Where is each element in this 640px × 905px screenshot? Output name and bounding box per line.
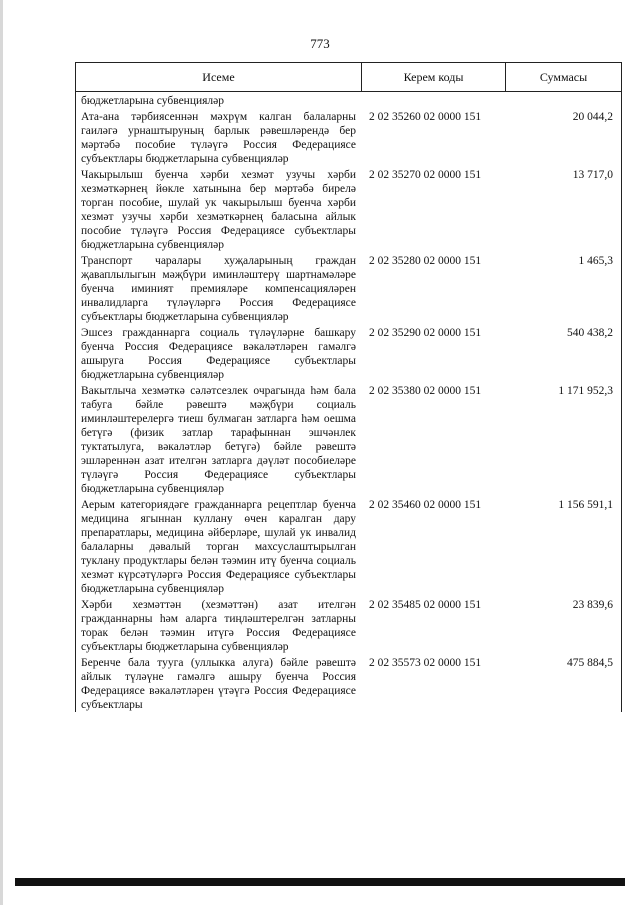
row-code: 2 02 35260 02 0000 151: [369, 111, 482, 123]
header-name: Исеме: [76, 63, 362, 91]
row-code: 2 02 35290 02 0000 151: [369, 327, 482, 339]
row-name: Беренче бала тууга (уллыкка алуга) бәйле рәвештә айлык түләүне гамәлгә ашыру буенча Россия Федерациясе вәкаләтләрен үтәүгә Россия Федерациясе субъектлары: [81, 657, 356, 711]
row-name: Эшсез гражданнарга социаль түләүләрне башкару буенча Россия Федерациясе вәкаләтләрен гамәлгә ашыруга Россия Федерациясе субъектлары бюджетларына субвенцияләр: [81, 327, 356, 381]
row-name: Вакытлыча хезмәткә сәләтсезлек очрагында һәм бала табуга бәйле рәвештә мәҗбүри социаль иминләштерелергә тиеш булмаган затларга һәм оешма бетүгә (физик затлар тарафыннан эшчәнлек туктатылуга, вәкаләтләр бетүгә) бәйле рәвештә эшләреннән азат ителгән затларга дәүләт пособиеләре түләүгә Россия Федерациясе субъектлары бюджетларына субвенцияләр: [81, 385, 356, 495]
row-sum: 1 171 952,3: [558, 385, 613, 397]
row-name: Хәрби хезмәттән (хезмәттән) азат ителгән гражданнарны һәм аларга тиңләштерелгән затларны торак белән тәэмин итүгә Россия Федерациясе субъектлары бюджетларына субвенцияләр: [81, 599, 356, 653]
table-row: [76, 498, 621, 596]
table-body: [76, 110, 621, 712]
row-name: Ата-ана тәрбиясеннән мәхрүм калган балаларны гаиләгә урнаштыруның барлык рәвешләрендә бер мәртәбә пособие түләүгә Россия Федерациясе субъектлары бюджетларына субвенцияләр: [81, 111, 356, 165]
row-name: Аерым категориядәге гражданнарга рецептлар буенча медицина ягыннан кулланy өчен каралган дару препаратлары, медицина әйберләре, шулай ук инвалид балаларны дәвалый торган махсуслаштырылган туклану продуктлары белән тәэмин итү буенча социаль хезмәт күрсәтүләргә Россия Федерациясе субъектлары бюджетларына субвенцияләр: [81, 499, 356, 595]
page-number: 773: [310, 36, 330, 51]
row-sum: 1 156 591,1: [558, 499, 613, 511]
header-code: Керем коды: [362, 63, 506, 91]
row-name: Транспорт чаралары хуҗаларының граждан җаваплылыгын мәҗбүри иминләштерү шартнамәләре буенча иминият премияләре компенсацияләрен инвалидларга түләүләргә Россия Федерациясе субъектлары бюджетларына субвенцияләр: [81, 255, 356, 323]
scan-bottom-border: [15, 878, 625, 886]
table-row: [76, 168, 621, 252]
row-name: Чакырылыш буенча хәрби хезмәт узучы хәрби хезмәткәрнең йөкле хатынына бер мәртәбә бирелә торган пособие, шулай ук чакырылыш буенча хәрби хезмәт узучы хәрби хезмәткәрнең баласына айлык пособие түләүгә Россия Федерациясе субъектлары бюджетларына субвенцияләр: [81, 169, 356, 251]
table-row: [76, 326, 621, 382]
continuation-text: бюджетларына субвенцияләр: [81, 95, 225, 107]
row-sum: 540 438,2: [567, 327, 613, 339]
row-code: 2 02 35573 02 0000 151: [369, 657, 482, 669]
row-code: 2 02 35460 02 0000 151: [369, 499, 482, 511]
table-row: [76, 656, 621, 712]
table-row: [76, 254, 621, 324]
table-row: [76, 598, 621, 654]
table-row: [76, 110, 621, 166]
header-sum: Суммасы: [539, 69, 588, 84]
row-sum: 13 717,0: [572, 169, 613, 181]
scan-left-edge: [0, 0, 3, 905]
row-code: 2 02 35485 02 0000 151: [369, 599, 482, 611]
budget-table: [75, 62, 622, 712]
row-sum: 1 465,3: [578, 255, 613, 267]
row-code: 2 02 35280 02 0000 151: [369, 255, 482, 267]
table-header: [76, 63, 621, 92]
row-sum: 20 044,2: [572, 111, 613, 123]
row-code: 2 02 35380 02 0000 151: [369, 385, 482, 397]
table-row: [76, 384, 621, 496]
row-sum: 23 839,6: [572, 599, 613, 611]
row-sum: 475 884,5: [567, 657, 613, 669]
row-code: 2 02 35270 02 0000 151: [369, 169, 482, 181]
